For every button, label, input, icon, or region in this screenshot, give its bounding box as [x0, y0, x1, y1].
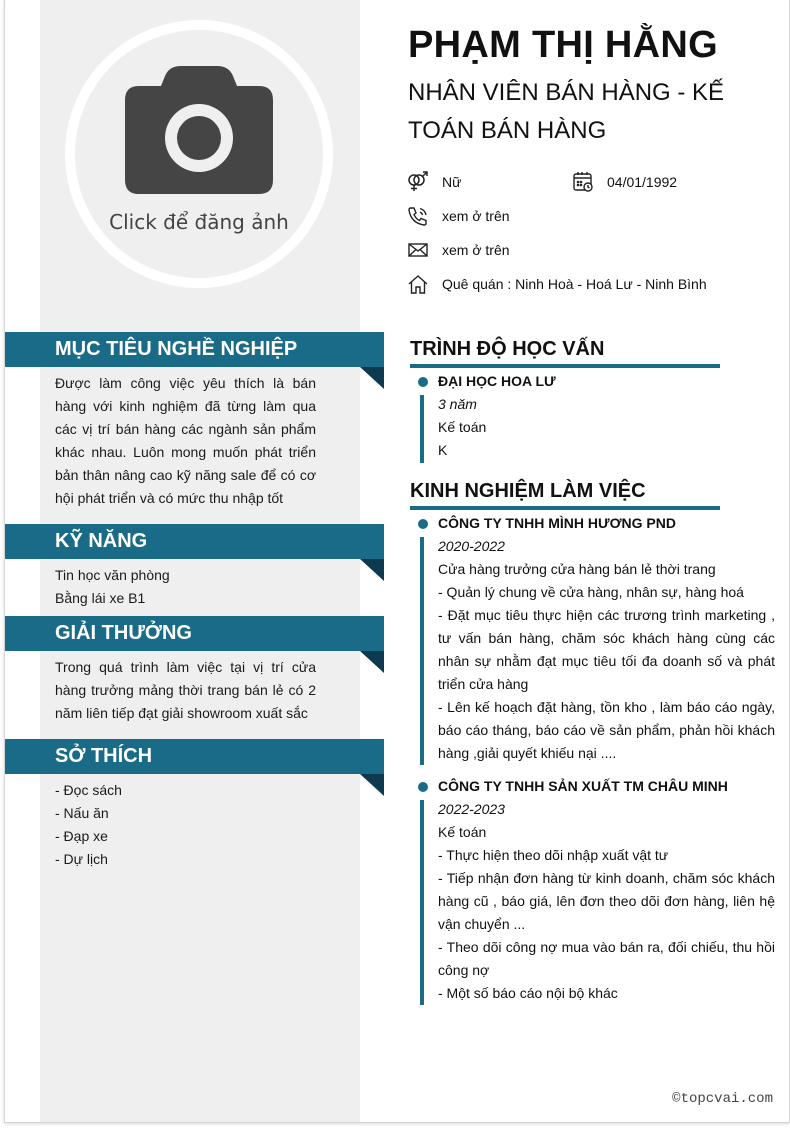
skill-item: Bằng lái xe B1: [55, 590, 146, 606]
education-note: K: [438, 442, 448, 458]
timeline-bar: [420, 800, 424, 1005]
experience-entry: [408, 775, 778, 1010]
email-row: [407, 239, 510, 261]
duty-item: - Theo dõi công nợ mua vào bán ra, đối chiếu, thu hồi công nợ: [438, 939, 775, 978]
address-row: [407, 273, 707, 295]
timeline-dot: [418, 782, 428, 792]
ribbon-fold: [360, 651, 384, 673]
awards-text: Trong quá trình làm việc tại vị trí cửa hàng trưởng mảng thời trang bán lẻ có 2 năm liên tiếp đạt giải showroom xuất sắc: [55, 659, 316, 721]
skills-list: [55, 564, 316, 610]
duty-item: - Đặt mục tiêu thực hiện các trương trình marketing , tư vấn bán hàng, chăm sóc khách hàng cùng các nhân sự nhằm đạt mục tiêu tối đa doanh số và phát triển cửa hàng: [438, 607, 775, 692]
duty-item: - Một số báo cáo nội bộ khác: [438, 985, 618, 1001]
phone-icon: [407, 205, 429, 227]
hobby-item: - Đọc sách: [55, 782, 122, 798]
timeline-bar: [420, 395, 424, 463]
education-entry: [408, 370, 778, 465]
awards-title: GIẢI THƯỞNG: [5, 616, 384, 651]
timeline-dot: [418, 377, 428, 387]
ribbon-fold: [360, 559, 384, 581]
photo-upload[interactable]: [65, 20, 333, 288]
duty-item: - Tiếp nhận đơn hàng từ kinh doanh, chăm sóc khách hàng cũ , báo giá, lên đơn theo dõi đơn hàng, liên hệ vận chuyển ...: [438, 870, 775, 932]
timeline-dot: [418, 519, 428, 529]
candidate-name: PHẠM THỊ HẰNG: [408, 24, 718, 66]
photo-upload-label: Click để đăng ảnh: [109, 210, 289, 234]
home-icon: [407, 273, 429, 295]
hobby-item: - Đạp xe: [55, 828, 108, 844]
education-title: TRÌNH ĐỘ HỌC VẤN: [410, 335, 720, 368]
gender-value: Nữ: [442, 174, 462, 190]
hobby-item: - Dự lịch: [55, 851, 108, 867]
work-position: Cửa hàng trưởng cửa hàng bán lẻ thời trang: [438, 561, 716, 577]
skill-item: Tin học văn phòng: [55, 567, 170, 583]
work-period: 2022-2023: [438, 801, 505, 817]
skills-title: KỸ NĂNG: [5, 524, 384, 559]
objective-title: MỤC TIÊU NGHỀ NGHIỆP: [5, 332, 384, 367]
duty-item: - Lên kế hoạch đặt hàng, tồn kho , làm báo cáo ngày, báo cáo tháng, báo cáo về sản phẩm, phản hồi khách hàng ,giải quyết khiếu nại ....: [438, 699, 775, 761]
calendar-icon: [572, 171, 594, 193]
hobby-item: - Nấu ăn: [55, 805, 109, 821]
email-value: xem ở trên: [442, 242, 510, 258]
birthday-value: 04/01/1992: [607, 174, 678, 190]
address-value: Quê quán : Ninh Hoà - Hoá Lư - Ninh Bình: [442, 276, 707, 292]
work-position: Kế toán: [438, 824, 487, 840]
phone-value: xem ở trên: [442, 208, 510, 224]
education-major: Kế toán: [438, 419, 487, 435]
objective-text: Được làm công việc yêu thích là bán hàng với kinh nghiệm đã từng làm qua các vị trí bán hàng các ngành sản phẩm khác nhau. Luôn mong muốn phát triển bản thân nâng cao kỹ năng sale để có cơ hội phát triển và có mức thu nhập tốt: [55, 375, 316, 506]
birthday-row: [572, 171, 677, 193]
hobbies-title: SỞ THÍCH: [5, 739, 384, 774]
ribbon-fold: [360, 774, 384, 796]
duty-item: - Thực hiện theo dõi nhập xuất vật tư: [438, 847, 669, 863]
timeline-bar: [420, 537, 424, 765]
duty-item: - Quản lý chung về cửa hàng, nhân sự, hàng hoá: [438, 584, 744, 600]
school-name: ĐẠI HỌC HOA LƯ: [438, 373, 556, 389]
experience-entry: [408, 512, 778, 767]
company-name: CÔNG TY TNHH MÌNH HƯƠNG PND: [438, 515, 676, 531]
camera-icon: [125, 66, 273, 194]
phone-row: [407, 205, 510, 227]
company-name: CÔNG TY TNHH SẢN XUẤT TM CHÂU MINH: [438, 778, 728, 794]
experience-title: KINH NGHIỆM LÀM VIỆC: [410, 477, 720, 510]
education-duration: 3 năm: [438, 396, 477, 412]
hobbies-list: [55, 779, 316, 871]
job-title: NHÂN VIÊN BÁN HÀNG - KẾ TOÁN BÁN HÀNG: [408, 79, 725, 144]
gender-icon: [407, 171, 429, 193]
gender-row: [407, 171, 461, 193]
work-period: 2020-2022: [438, 538, 505, 554]
envelope-icon: [407, 239, 429, 261]
ribbon-fold: [360, 367, 384, 389]
copyright-footer: ©topcvai.com: [672, 1091, 773, 1107]
